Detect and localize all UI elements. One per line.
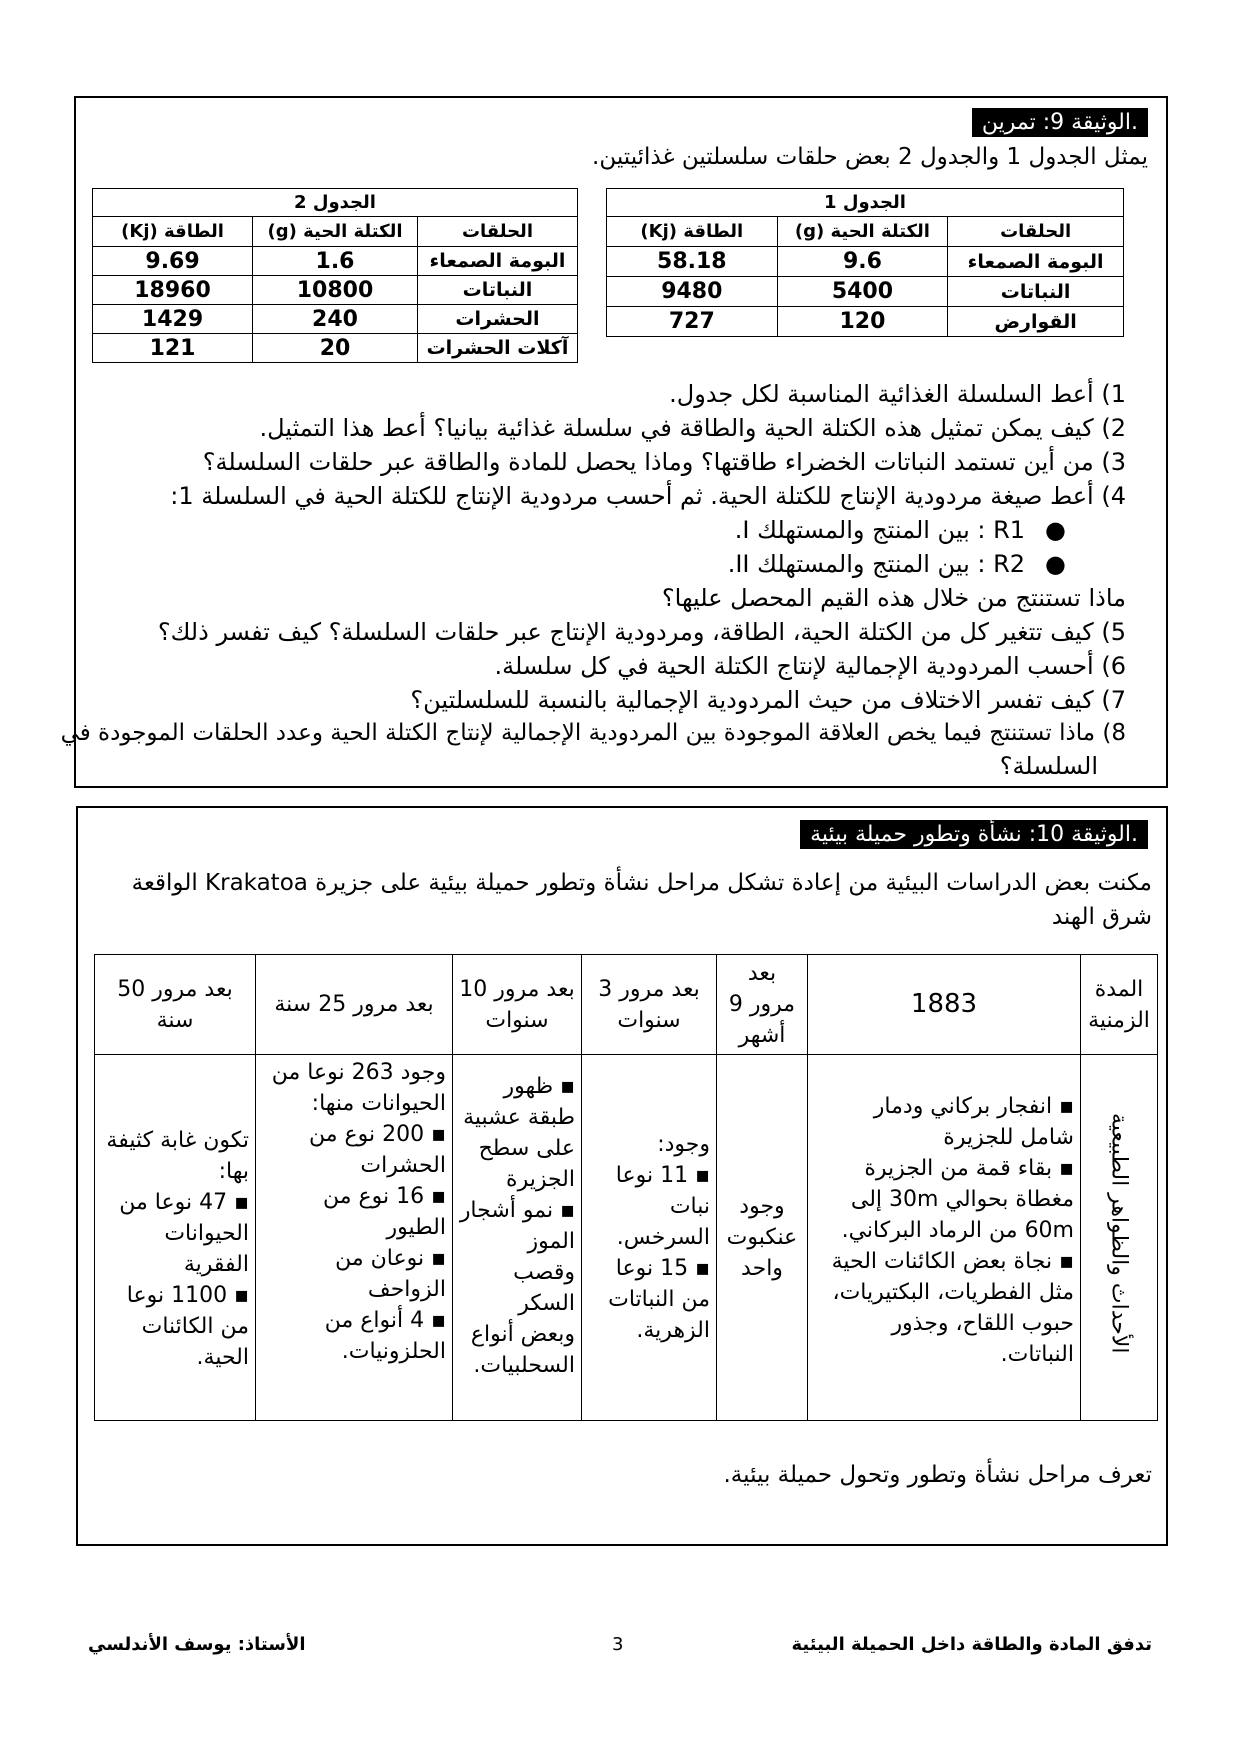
question-3: 3) من أين تستمد النباتات الخضراء طاقتها؟ وماذا يحصل للمادة والطاقة عبر حلقات السلسلة؟ [202,448,1126,476]
bullet-r1 [735,516,1066,544]
document-9-title: الوثيقة 9: تمرين. [972,108,1148,137]
table-cell: 10800 [253,276,418,305]
bullet-dot-icon: ● [1045,516,1066,544]
page-number: 3 [612,1634,624,1655]
table-cell: 9480 [607,277,778,307]
question-7: 7) كيف تفسر الاختلاف من حيث المردودية الإجمالية بالنسبة للسلسلتين؟ [410,686,1126,714]
document-10-task: تعرف مراحل نشأة وتطور وتحول حميلة بيئية. [723,1462,1152,1488]
table-row [93,247,578,276]
table-1 [606,188,1124,337]
event-text: ▪ نمو أشجار الموز وقصب السكر وبعض أنواع السحلبيات. [459,1198,575,1378]
bullet-r2-text: R2 : بين المنتج والمستهلك II. [727,550,1026,578]
question-8-continued: السلسلة؟ [999,752,1098,780]
question-8: 8) ماذا تستنتج فيما يخص العلاقة الموجودة بين المردودية الإجمالية لإنتاج الكتلة الحية وعدد الحلقات الموجودة في [60,720,1126,746]
table-cell: البومة الصمعاء [417,247,577,276]
events-cell-10-years [453,1055,582,1421]
period-header: المدة الزمنية [1081,955,1158,1055]
events-cell-9-months [717,1055,808,1421]
table-cell: 121 [93,334,253,363]
table-row [95,955,1158,1055]
table-cell: 240 [253,305,418,334]
footer-author: الأستاذ: يوسف الأندلسي [88,1634,306,1655]
table-cell: 727 [607,307,778,337]
events-cell-25-years [256,1055,453,1421]
table-row [607,307,1124,337]
table-cell: النباتات [417,276,577,305]
event-text: ▪ 200 نوع من الحشرات [308,1122,446,1178]
document-9-box [60,96,1168,788]
table-1-header: الطاقة (Kj) [607,217,778,247]
bullet-r2 [728,550,1066,578]
table-row [93,305,578,334]
period-cell: بعد مرور 10 سنوات [453,955,582,1055]
event-text: وجود 263 نوعا من الحيوانات منها: [271,1060,446,1116]
events-header [1081,1055,1158,1421]
question-2: 2) كيف يمكن تمثيل هذه الكتلة الحية والطاقة في سلسلة غذائية بيانيا؟ أعط هذا التمثيل. [259,414,1126,442]
event-text: ▪ 47 نوعا من الحيوانات الفقرية [119,1190,249,1277]
event-text: ▪ 1100 نوعا من الكائنات الحية. [126,1283,249,1370]
table-cell: آكلات الحشرات [417,334,577,363]
table-cell: الحشرات [417,305,577,334]
question-6: 6) أحسب المردودية الإجمالية لإنتاج الكتلة الحية في كل سلسلة. [494,652,1126,680]
table-2-header: الكتلة الحية (g) [253,217,418,247]
event-text: تكون غابة كثيفة بها: [106,1128,249,1184]
period-cell: بعد مرور 50 سنة [95,955,256,1055]
table-cell: 18960 [93,276,253,305]
table-cell: 120 [777,307,948,337]
document-9-intro: يمثل الجدول 1 والجدول 2 بعض حلقات سلسلتين غذائيتين. [592,144,1148,170]
document-10-title: الوثيقة 10: نشأة وتطور حميلة بيئية. [800,820,1148,849]
table-cell: 9.69 [93,247,253,276]
table-1-header: الحلقات [948,217,1124,247]
table-row [93,334,578,363]
period-cell: 1883 [808,955,1081,1055]
table-1-caption: الجدول 1 [607,189,1124,217]
document-10-box [76,806,1168,1546]
document-10-intro-line-1: مكنت بعض الدراسات البيئية من إعادة تشكل مراحل نشأة وتطور حميلة بيئية على جزيرة Krakatoa الواقعة [131,870,1152,896]
events-header-text: الأحداث والظواهر الطبيعية [1106,1112,1132,1354]
table-row [607,247,1124,277]
table-cell: 9.6 [777,247,948,277]
table-cell: النباتات [948,277,1124,307]
table-cell: القوارض [948,307,1124,337]
question-4: 4) أعط صيغة مردودية الإنتاج للكتلة الحية. ثم أحسب مردودية الإنتاج للكتلة الحية في السلسلة 1: [170,482,1126,510]
table-cell: البومة الصمعاء [948,247,1124,277]
event-text: ▪ 11 نوعا نبات السرخس. [615,1163,710,1250]
table-cell: 5400 [777,277,948,307]
footer-title: تدفق المادة والطاقة داخل الحميلة البيئية [791,1634,1152,1655]
events-cell-50-years [95,1055,256,1421]
table-cell: 20 [253,334,418,363]
event-text: ▪ انفجار بركاني ودمار شامل للجزيرة [873,1094,1074,1150]
table-cell: 1429 [93,305,253,334]
events-cell-1883 [808,1055,1081,1421]
table-cell: 58.18 [607,247,778,277]
events-cell-3-years [582,1055,717,1421]
event-text: ▪ 16 نوع من الطيور [322,1184,446,1240]
period-cell: بعد مرور 9 أشهر [717,955,808,1055]
table-1-header: الكتلة الحية (g) [777,217,948,247]
table-2 [92,188,578,363]
period-cell: بعد مرور 3 سنوات [582,955,717,1055]
event-text: ▪ نجاة بعض الكائنات الحية مثل الفطريات، البكتيريات، حبوب اللقاح، وجذور النباتات. [831,1249,1074,1367]
event-text: وجود: [657,1132,710,1157]
bullet-r1-text: R1 : بين المنتج والمستهلك I. [734,516,1026,544]
event-text: ▪ بقاء قمة من الجزيرة مغطاة بحوالي 30m إلى 60m من الرماد البركاني. [841,1156,1074,1243]
table-cell: 1.6 [253,247,418,276]
question-5: 5) كيف تتغير كل من الكتلة الحية، الطاقة، ومردودية الإنتاج عبر حلقات السلسلة؟ كيف تفسر ذلك؟ [157,618,1126,646]
document-10-intro-line-2: شرق الهند [1051,904,1152,930]
event-text: ▪ ظهور طبقة عشبية على سطح الجزيرة [463,1074,575,1192]
event-text: وجود عنكبوت واحد [726,1194,798,1281]
question-1: 1) أعط السلسلة الغذائية المناسبة لكل جدول. [669,380,1126,408]
event-text: ▪ 15 نوعا من النباتات الزهرية. [608,1256,710,1343]
table-row [93,276,578,305]
table-2-header: الحلقات [417,217,577,247]
krakatoa-table [94,954,1158,1421]
period-cell: بعد مرور 25 سنة [256,955,453,1055]
table-row [607,277,1124,307]
event-text: ▪ نوعان من الزواحف [335,1246,446,1302]
table-row [95,1055,1158,1421]
bullet-dot-icon: ● [1045,550,1066,578]
event-text: ▪ 4 أنواع من الحلزونيات. [324,1308,446,1364]
conclusion-question: ماذا تستنتج من خلال هذه القيم المحصل عليها؟ [661,584,1126,612]
table-2-caption: الجدول 2 [93,189,578,217]
table-2-header: الطاقة (Kj) [93,217,253,247]
